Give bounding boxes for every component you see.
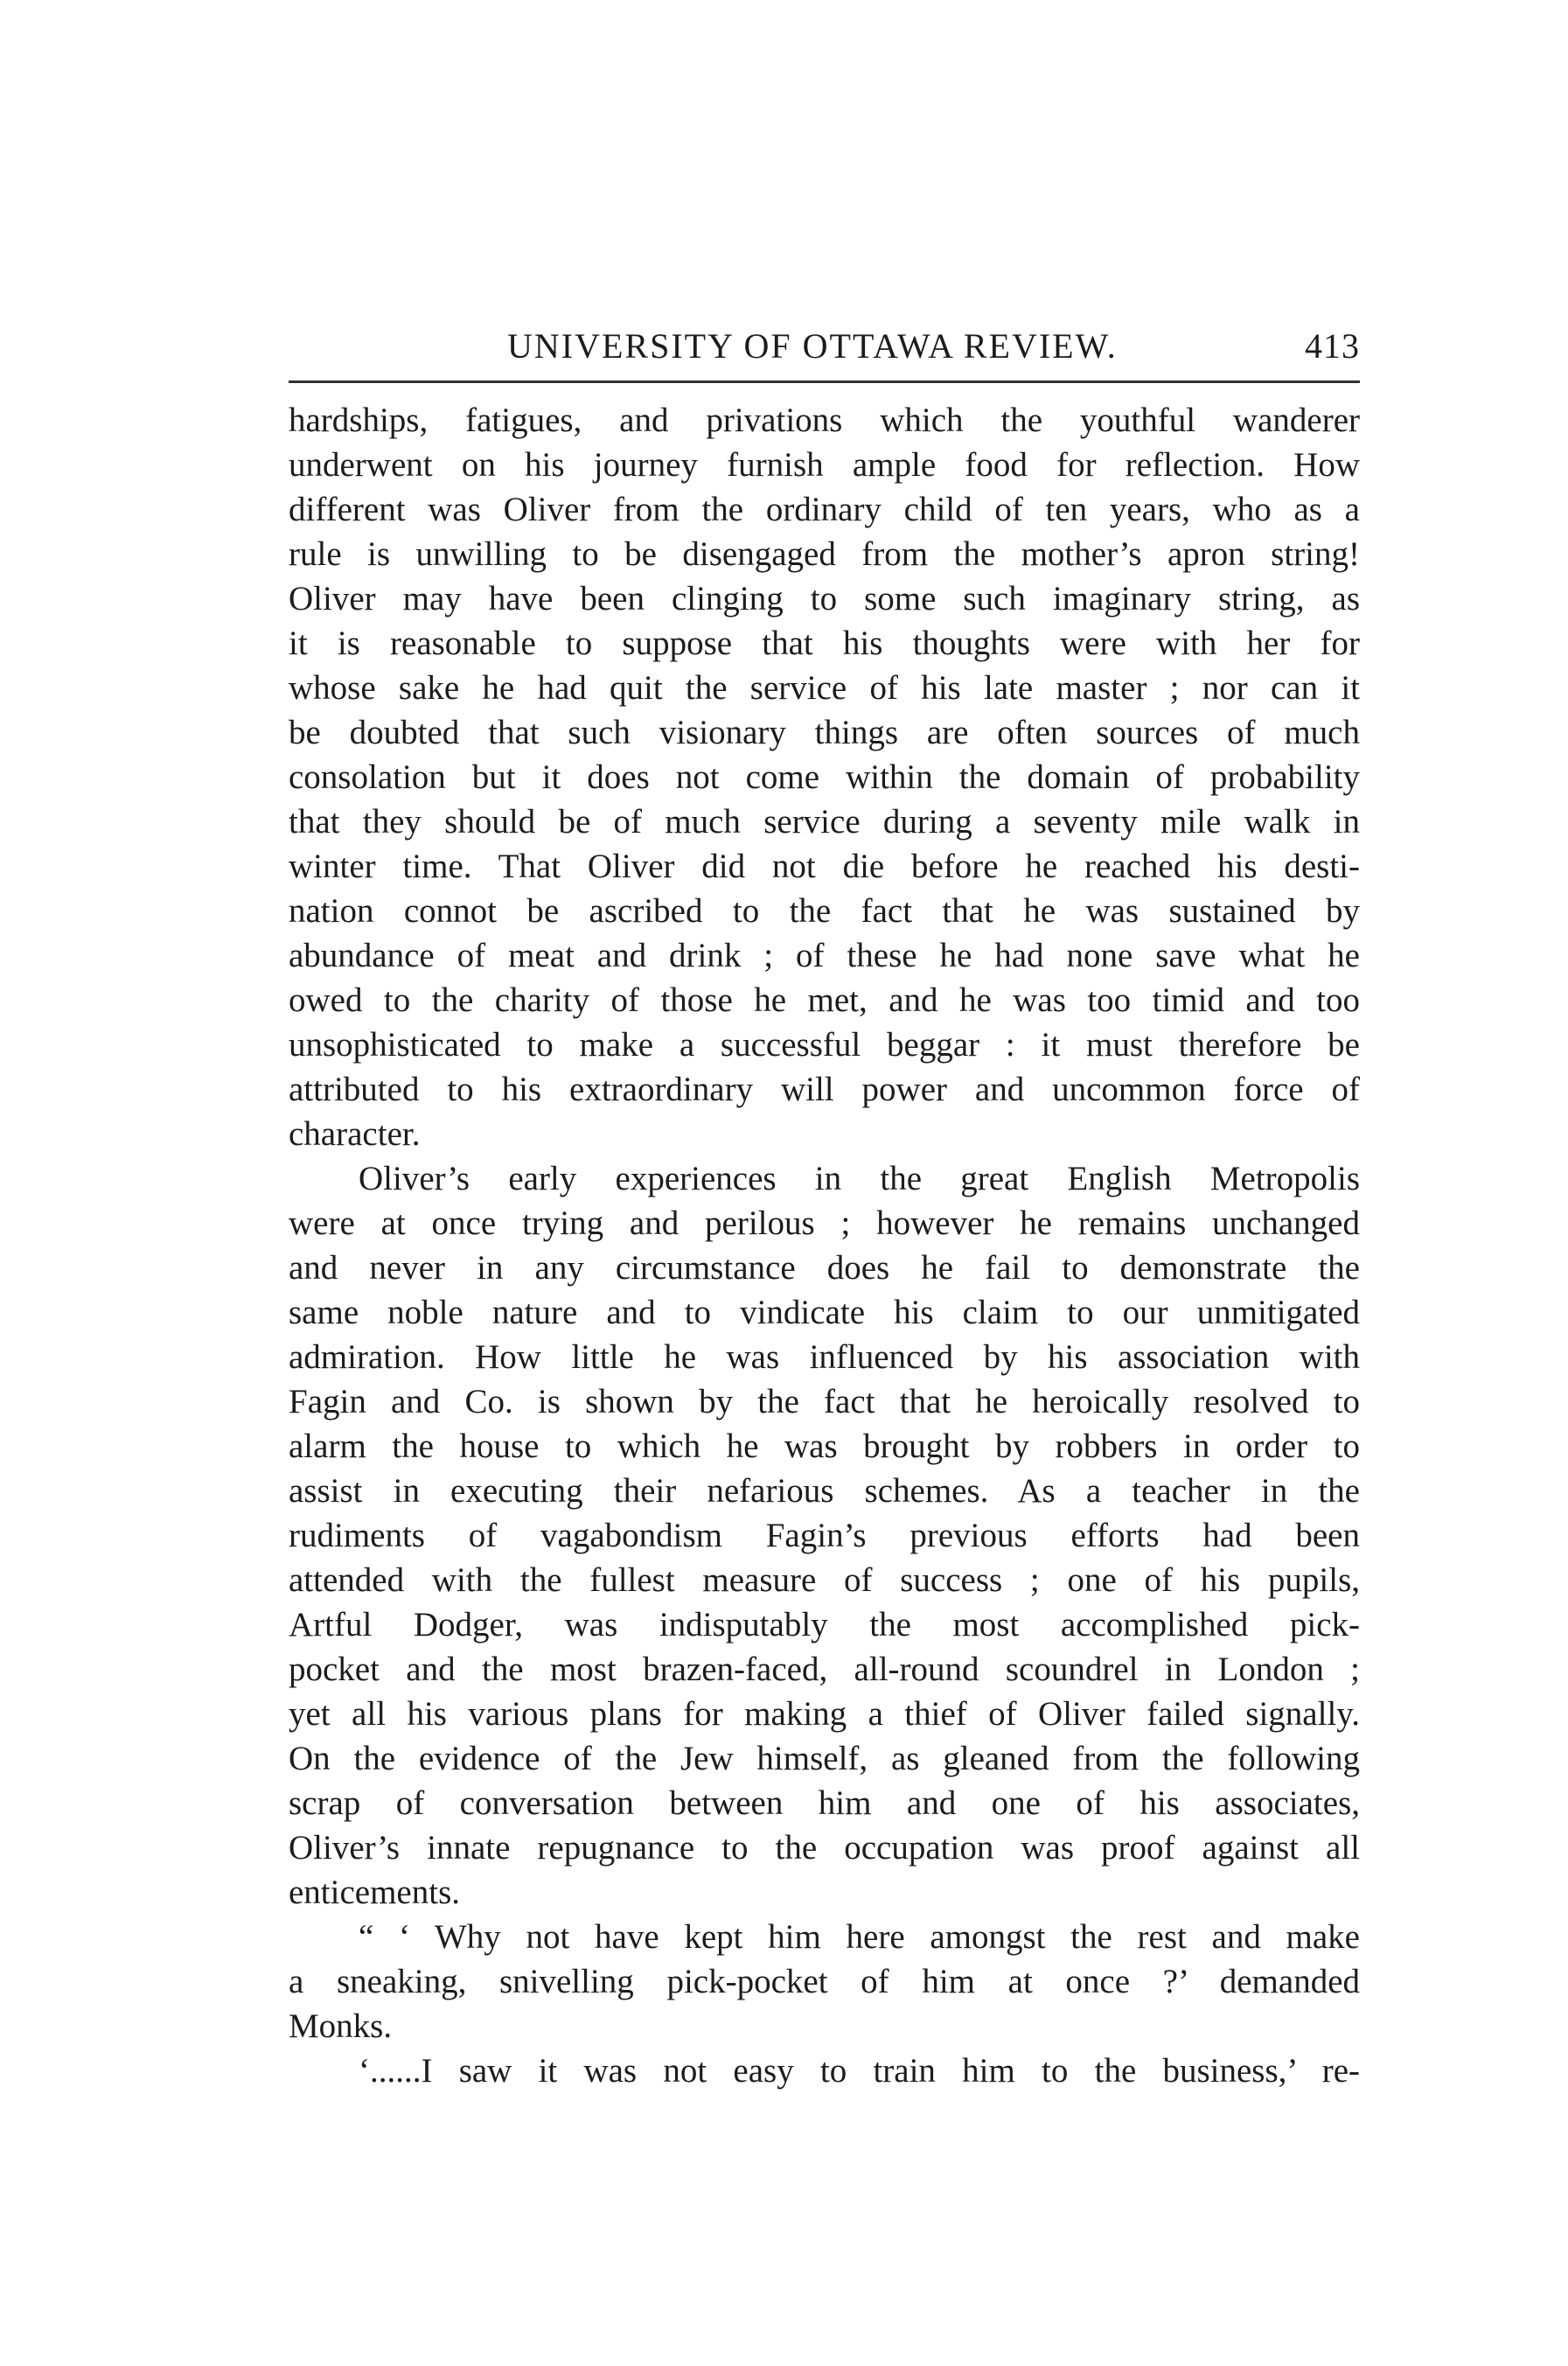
text-line: be doubted that such visionary things are often sources of much: [289, 714, 1360, 751]
text-line: nation connot be ascribed to the fact that he was sustained by: [289, 892, 1360, 930]
text-line: were at once trying and perilous ; however he remains unchanged: [289, 1204, 1360, 1242]
text-line: rudiments of vagabondism Fagin’s previous efforts had been: [289, 1517, 1360, 1554]
text-line: a sneaking, snivelling pick-pocket of him at once ?’ demanded: [289, 1963, 1360, 2000]
journal-title: UNIVERSITY OF OTTAWA REVIEW.: [507, 326, 1118, 366]
text-line: Artful Dodger, was indisputably the most accomplished pick-: [289, 1606, 1360, 1644]
text-line: same noble nature and to vindicate his claim to our unmitigated: [289, 1294, 1360, 1331]
text-line: consolation but it does not come within the domain of probability: [289, 758, 1360, 796]
text-line: alarm the house to which he was brought by robbers in order to: [289, 1427, 1360, 1465]
text-line: Oliver’s early experiences in the great English Metropolis: [359, 1160, 1360, 1197]
text-line: unsophisticated to make a successful beggar : it must therefore be: [289, 1026, 1360, 1064]
text-line: it is reasonable to suppose that his thoughts were with her for: [289, 625, 1360, 662]
text-line: whose sake he had quit the service of his late master ; nor can it: [289, 669, 1360, 707]
running-header: [289, 325, 1360, 395]
text-line: Oliver may have been clinging to some such imaginary string, as: [289, 580, 1360, 618]
text-line: On the evidence of the Jew himself, as gleaned from the following: [289, 1740, 1360, 1777]
text-line: ‘......I saw it was not easy to train him to the business,’ re-: [359, 2052, 1360, 2090]
text-line: assist in executing their nefarious schemes. As a teacher in the: [289, 1472, 1360, 1510]
header-rule: [289, 380, 1360, 383]
text-line: abundance of meat and drink ; of these he had none save what he: [289, 937, 1360, 974]
text-line: admiration. How little he was influenced by his association with: [289, 1338, 1360, 1376]
text-line: winter time. That Oliver did not die before he reached his desti-: [289, 848, 1360, 885]
text-line: attributed to his extraordinary will power and uncommon force of: [289, 1071, 1360, 1108]
text-line: and never in any circumstance does he fail to demonstrate the: [289, 1249, 1360, 1287]
text-line: yet all his various plans for making a thief of Oliver failed signally.: [289, 1695, 1360, 1733]
body-text: [289, 398, 1360, 2093]
text-line: attended with the fullest measure of success ; one of his pupils,: [289, 1561, 1360, 1599]
text-line: character.: [289, 1115, 421, 1153]
text-line: Monks.: [289, 2007, 393, 2045]
text-line: hardships, fatigues, and privations which the youthful wanderer: [289, 401, 1360, 439]
text-line: different was Oliver from the ordinary child of ten years, who as a: [289, 491, 1360, 528]
text-line: “ ‘ Why not have kept him here amongst the rest and make: [359, 1918, 1360, 1956]
text-line: Oliver’s innate repugnance to the occupation was proof against all: [289, 1829, 1360, 1867]
text-line: owed to the charity of those he met, and he was too timid and too: [289, 981, 1360, 1019]
text-line: underwent on his journey furnish ample food for reflection. How: [289, 446, 1360, 484]
text-line: that they should be of much service during a seventy mile walk in: [289, 803, 1360, 841]
text-line: enticements.: [289, 1874, 461, 1911]
text-line: Fagin and Co. is shown by the fact that he heroically resolved to: [289, 1383, 1360, 1420]
text-line: scrap of conversation between him and one of his associates,: [289, 1784, 1360, 1822]
text-line: pocket and the most brazen-faced, all-round scoundrel in London ;: [289, 1651, 1360, 1688]
page-number: 413: [1305, 326, 1360, 366]
text-line: rule is unwilling to be disengaged from the mother’s apron string!: [289, 535, 1360, 573]
